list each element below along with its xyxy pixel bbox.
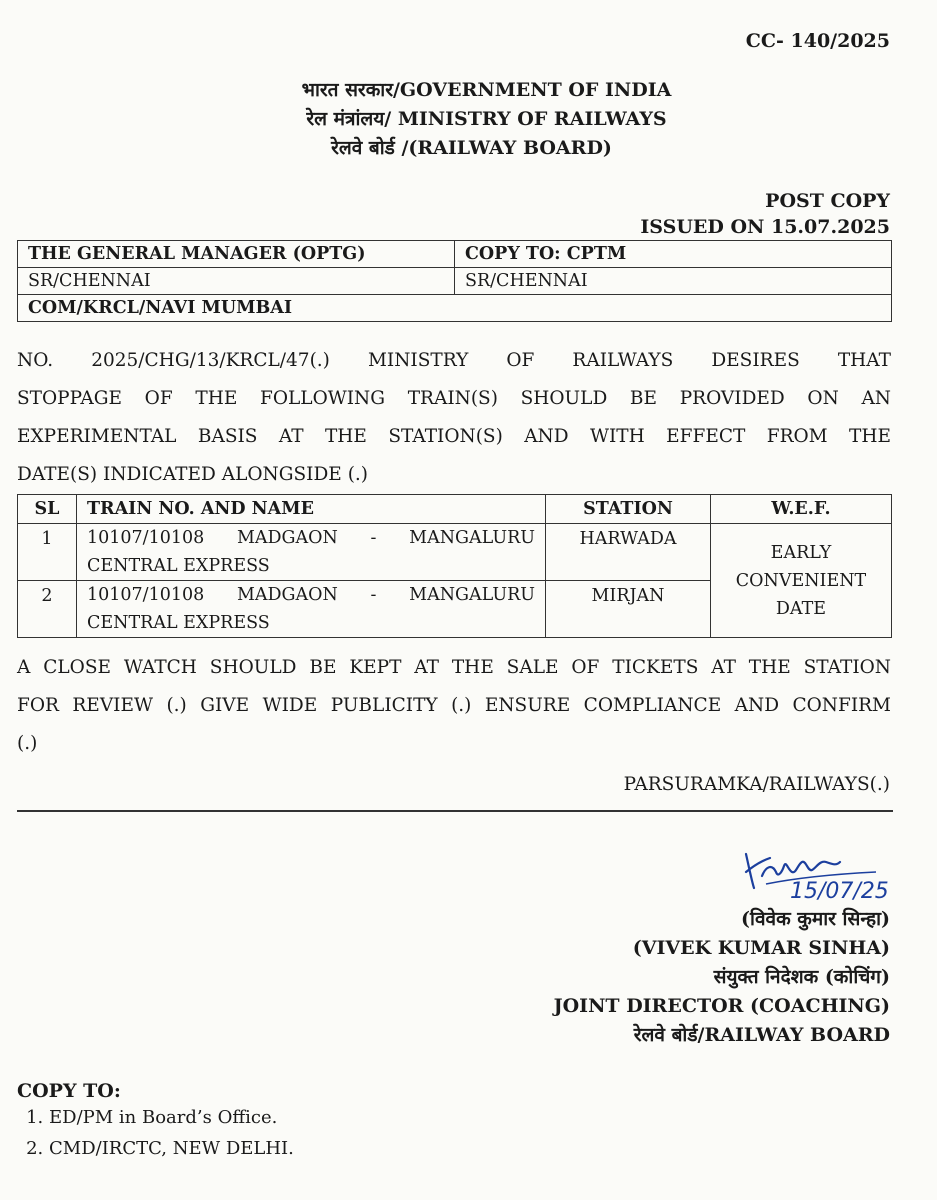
- address-table: [17, 240, 892, 322]
- instruction-paragraph: [17, 342, 891, 494]
- signatory-designation-hindi: संयुक्त निदेशक (कोचिंग): [713, 966, 890, 988]
- signatory-block: [0, 905, 890, 1050]
- paragraph-line: EXPERIMENTAL BASIS AT THE STATION(S) AND WITH EFFECT FROM THE: [17, 426, 891, 447]
- copy-to-list: [17, 1102, 294, 1164]
- paragraph-line: DATE(S) INDICATED ALONGSIDE (.): [17, 464, 369, 485]
- header-train: TRAIN NO. AND NAME: [77, 495, 546, 524]
- list-item: 2. CMD/IRCTC, NEW DELHI.: [49, 1133, 294, 1164]
- letterhead-ministry: रेल मंत्रांलय/ MINISTRY OF RAILWAYS: [306, 108, 667, 130]
- paragraph-line: STOPPAGE OF THE FOLLOWING TRAIN(S) SHOULD BE PROVIDED ON AN: [17, 388, 891, 409]
- com-krcl: COM/KRCL/NAVI MUMBAI: [18, 295, 892, 322]
- post-copy-block: [0, 188, 890, 240]
- train-name-line: CENTRAL EXPRESS: [87, 613, 270, 633]
- wef-cell: [711, 524, 892, 638]
- paragraph-line: FOR REVIEW (.) GIVE WIDE PUBLICITY (.) ENSURE COMPLIANCE AND CONFIRM: [17, 695, 891, 716]
- post-copy-label: POST COPY: [765, 190, 890, 212]
- signature-date: 15/07/25: [790, 879, 889, 902]
- train-name-line: 10107/10108 MADGAON - MANGALURU: [87, 528, 535, 548]
- table-header-row: [18, 495, 892, 524]
- paragraph-line: (.): [17, 733, 38, 754]
- addressee: THE GENERAL MANAGER (OPTG): [18, 241, 455, 268]
- table-row: [18, 524, 892, 581]
- addressee-zone: SR/CHENNAI: [18, 268, 455, 295]
- letterhead-board: रेलवे बोर्ड /(RAILWAY BOARD): [331, 137, 612, 159]
- row-sl: 1: [18, 524, 77, 581]
- copy-to-addressee: COPY TO: CPTM: [455, 241, 892, 268]
- signatory-office: रेलवे बोर्ड/RAILWAY BOARD: [633, 1024, 890, 1046]
- row-station: HARWADA: [546, 524, 711, 581]
- paragraph-line: NO. 2025/CHG/13/KRCL/47(.) MINISTRY OF RAILWAYS DESIRES THAT: [17, 350, 891, 371]
- row-station: MIRJAN: [546, 581, 711, 638]
- list-item: 1. ED/PM in Board’s Office.: [49, 1102, 294, 1133]
- divider: [17, 810, 893, 812]
- letterhead: [0, 76, 937, 163]
- copy-to-section: [17, 1080, 294, 1164]
- paragraph-line: A CLOSE WATCH SHOULD BE KEPT AT THE SALE OF TICKETS AT THE STATION: [17, 657, 891, 678]
- header-station: STATION: [546, 495, 711, 524]
- handwritten-signature: [736, 842, 896, 902]
- row-train-name: [77, 524, 546, 581]
- wef-line: DATE: [775, 598, 827, 619]
- wef-line: EARLY: [770, 542, 832, 563]
- row-sl: 2: [18, 581, 77, 638]
- copy-to-zone: SR/CHENNAI: [455, 268, 892, 295]
- row-train-name: [77, 581, 546, 638]
- header-sl: SL: [18, 495, 77, 524]
- telegram-signature: PARSURAMKA/RAILWAYS(.): [623, 774, 890, 795]
- signatory-designation: JOINT DIRECTOR (COACHING): [553, 995, 890, 1017]
- copy-to-title: COPY TO:: [17, 1080, 121, 1102]
- compliance-paragraph: [17, 649, 891, 763]
- reference-number: CC- 140/2025: [745, 30, 890, 52]
- issued-date: ISSUED ON 15.07.2025: [640, 216, 890, 238]
- train-name-line: CENTRAL EXPRESS: [87, 556, 270, 576]
- signatory-name-hindi: (विवेक कुमार सिन्हा): [741, 908, 890, 930]
- header-wef: W.E.F.: [711, 495, 892, 524]
- train-name-line: 10107/10108 MADGAON - MANGALURU: [87, 585, 535, 605]
- letterhead-government: भारत सरकार/GOVERNMENT OF INDIA: [301, 79, 672, 101]
- signatory-name: (VIVEK KUMAR SINHA): [632, 937, 890, 959]
- wef-line: CONVENIENT: [735, 570, 867, 591]
- train-stoppage-table: [17, 494, 892, 638]
